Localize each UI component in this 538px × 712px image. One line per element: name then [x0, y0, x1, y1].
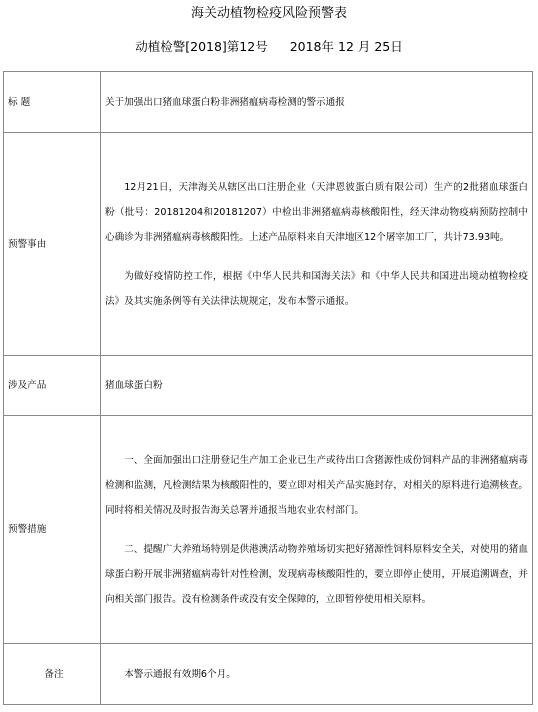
- title-value: 关于加强出口猪血球蛋白粉非洲猪瘟病毒检测的警示通报: [101, 72, 533, 133]
- remark-label: 备注: [4, 644, 101, 705]
- remark-text: 本警示通报有效期6个月。: [124, 668, 236, 680]
- product-row: [4, 356, 533, 416]
- measures-paragraph-2: 二、提醒广大养殖场特别是供港澳活动物养殖场切实把好猪源性饲料原料安全关，对使用的猪血球蛋白粉开展非洲猪瘟病毒针对性检测，发现病毒核酸阳性的，要立即停止使用，开展追溯调查，并向相关部门报告。没有检测条件或没有安全保障的，立即暂停使用相关原料。: [105, 543, 528, 605]
- title-label: 标 题: [4, 72, 101, 133]
- reason-paragraph-2: 为做好疫情防控工作，根据《中华人民共和国海关法》和《中华人民共和国进出境动植物检疫法》及其实施条例等有关法律法规规定，发布本警示通报。: [105, 270, 528, 307]
- remark-row: [4, 644, 533, 705]
- document-title: 海关动植物检疫风险预警表: [190, 6, 347, 21]
- reason-paragraph-1: 12月21日，天津海关从辖区出口注册企业（天津恩彼蛋白质有限公司）生产的2批猪血球蛋白粉（批号：20181204和20181207）中检出非洲猪瘟病毒核酸阳性，经天津动物疫病预防控制中心确诊为非洲猪瘟病毒核酸阳性。上述产品原料来自天津地区12个屠宰加工厂，共计73.93吨。: [105, 181, 528, 243]
- notice-table: [3, 71, 533, 705]
- reason-row: [4, 133, 533, 356]
- document-subheader: [0, 38, 538, 56]
- measures-row: [4, 416, 533, 644]
- product-label: 涉及产品: [4, 356, 101, 416]
- document-number: 动植检警[2018]第12号: [135, 39, 268, 54]
- measures-paragraph-1: 一、全面加强出口注册登记生产加工企业已生产或待出口含猪源性成份饲料产品的非洲猪瘟病毒检测和监测，凡检测结果为核酸阳性的，要立即对相关产品实施封存，对相关的原料进行追溯核查。同时将相关情况及时报告海关总署并通报当地农业农村部门。: [105, 454, 528, 516]
- product-text: 猪血球蛋白粉: [105, 380, 163, 391]
- reason-label: 预警事由: [4, 133, 101, 356]
- document-date: 2018年 12 月 25日: [289, 39, 403, 54]
- remark-value: [101, 644, 533, 705]
- product-value: [101, 356, 533, 416]
- reason-content: [101, 133, 533, 356]
- measures-label: 预警措施: [4, 416, 101, 644]
- measures-content: [101, 416, 533, 644]
- title-row: [4, 72, 533, 133]
